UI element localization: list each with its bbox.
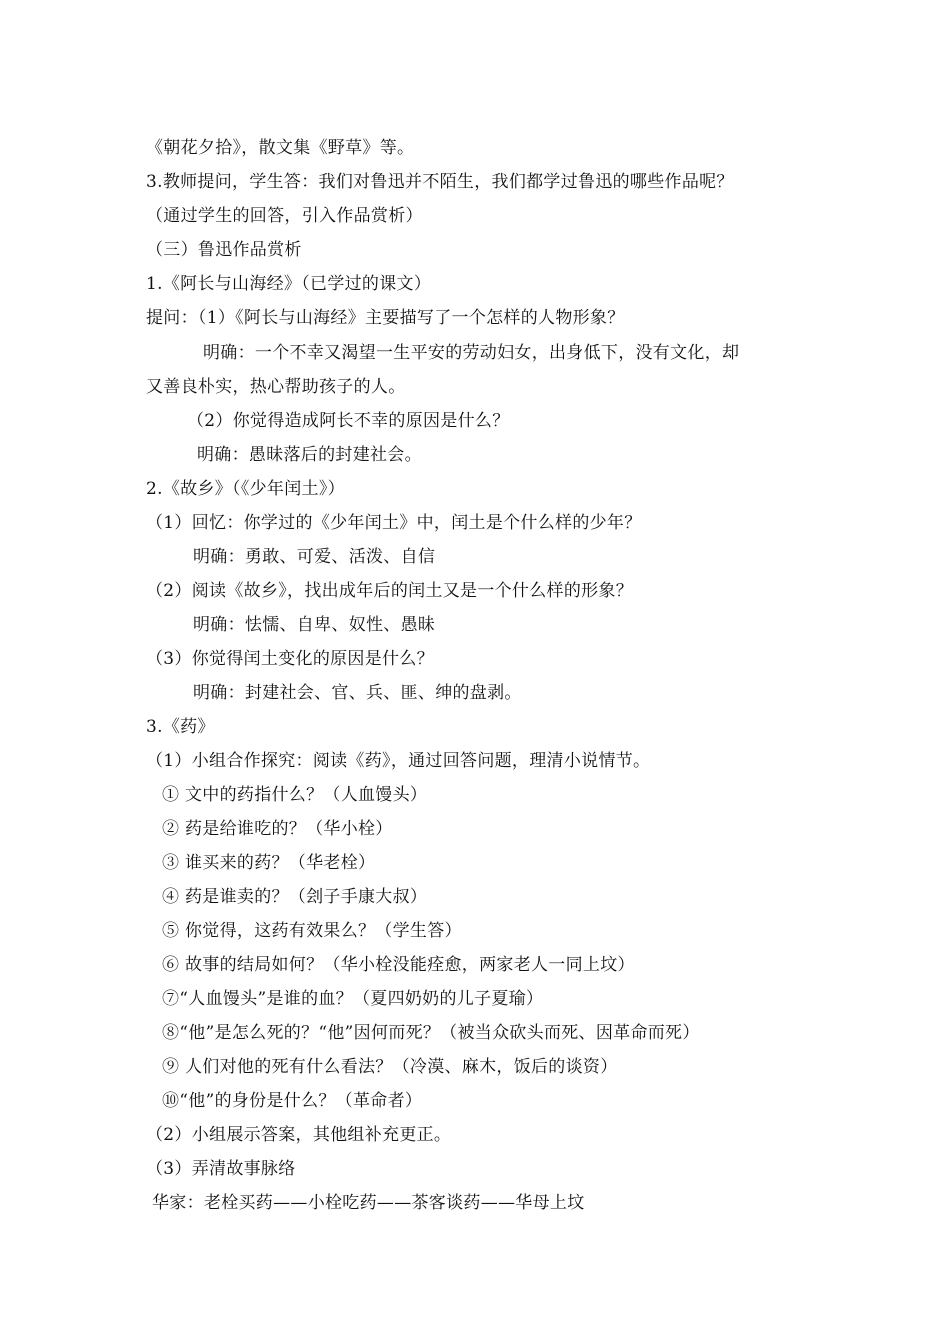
activity-line: （1）小组合作探究：阅读《药》，通过回答问题，理清小说情节。 bbox=[146, 751, 651, 771]
question-line: （1）回忆：你学过的《少年闰土》中，闰土是个什么样的少年？ bbox=[146, 513, 642, 533]
text-line-2: 3.教师提问，学生答：我们对鲁迅并不陌生，我们都学过鲁迅的哪些作品呢？ bbox=[146, 172, 734, 192]
question-line: （2）你觉得造成阿长不幸的原因是什么？ bbox=[187, 411, 510, 431]
numbered-question: ② 药是给谁吃的？（华小栓） bbox=[162, 819, 393, 839]
subsection-heading-1: 1.《阿长与山海经》（已学过的课文） bbox=[146, 274, 432, 294]
activity-line: （3）弄清故事脉络 bbox=[146, 1159, 296, 1179]
activity-line: （2）小组展示答案，其他组补充更正。 bbox=[146, 1125, 452, 1145]
question-line: 提问：（1）《阿长与山海经》主要描写了一个怎样的人物形象？ bbox=[146, 308, 625, 328]
numbered-question: ⑧“他”是怎么死的？“他”因何而死？（被当众砍头而死、因革命而死） bbox=[162, 1023, 700, 1043]
section-heading: （三）鲁迅作品赏析 bbox=[146, 240, 302, 260]
plot-summary-line: 华家：老栓买药——小栓吃药——茶客谈药——华母上坟 bbox=[152, 1193, 585, 1213]
question-line: （3）你觉得闰土变化的原因是什么？ bbox=[146, 649, 434, 669]
answer-continuation: 又善良朴实，热心帮助孩子的人。 bbox=[146, 377, 406, 397]
subsection-heading-3: 3.《药》 bbox=[146, 717, 215, 737]
numbered-question: ⑤ 你觉得，这药有效果么？（学生答） bbox=[162, 921, 462, 941]
text-line-1: 《朝花夕拾》，散文集《野草》等。 bbox=[146, 138, 415, 158]
numbered-question: ④ 药是谁卖的？（刽子手康大叔） bbox=[162, 887, 428, 907]
answer-line: 明确：怯懦、自卑、奴性、愚昧 bbox=[193, 615, 436, 635]
answer-line: 明确：愚昧落后的封建社会。 bbox=[197, 445, 422, 465]
answer-line: 明确：勇敢、可爱、活泼、自信 bbox=[193, 547, 436, 567]
numbered-question: ⑥ 故事的结局如何？（华小栓没能痊愈，两家老人一同上坟） bbox=[162, 955, 635, 975]
question-line: （2）阅读《故乡》，找出成年后的闰土又是一个什么样的形象？ bbox=[146, 581, 634, 601]
numbered-question: ③ 谁买来的药？（华老栓） bbox=[162, 853, 376, 873]
text-line-3: （通过学生的回答，引入作品赏析） bbox=[146, 206, 423, 226]
answer-line: 明确：封建社会、官、兵、匪、绅的盘剥。 bbox=[193, 683, 522, 703]
numbered-question: ⑦“人血馒头”是谁的血？（夏四奶奶的儿子夏瑜） bbox=[162, 989, 544, 1009]
numbered-question: ⑨ 人们对他的死有什么看法？（冷漠、麻木，饭后的谈资） bbox=[162, 1057, 618, 1077]
numbered-question: ① 文中的药指什么？（人血馒头） bbox=[162, 785, 428, 805]
answer-line: 明确：一个不幸又渴望一生平安的劳动妇女，出身低下，没有文化，却 bbox=[203, 343, 740, 363]
numbered-question: ⑩“他”的身份是什么？（革命者） bbox=[162, 1091, 423, 1111]
subsection-heading-2: 2.《故乡》（《少年闰土》） bbox=[146, 479, 345, 499]
